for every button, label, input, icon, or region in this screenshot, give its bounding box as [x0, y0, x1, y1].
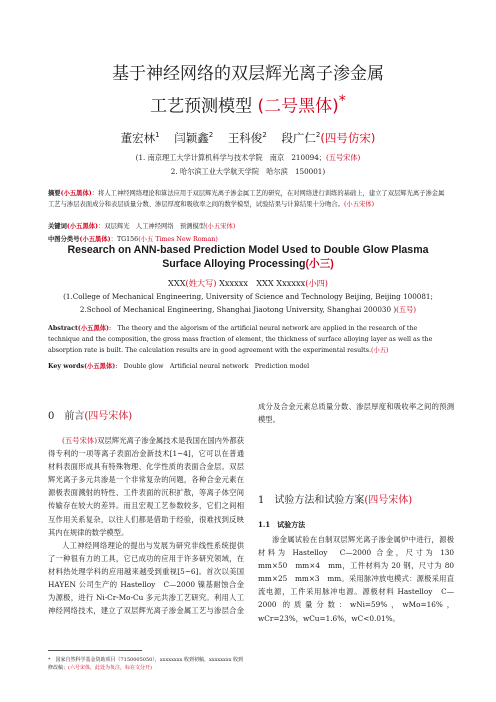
footnote-text: 国家自然科学基金资助项目（7150005050），xxxxxxxx 收到初稿，xxxxxxxx 收到修改稿； [48, 657, 244, 671]
author-list [0, 130, 496, 146]
footnote-format-note: (六号宋体，此处为负注，标在文分开) [68, 665, 152, 671]
affiliation-1: (1. 南京理工大学计算机科学与技术学院 南京 210094；(五号宋体) [135, 153, 361, 162]
en-abstract-text: : The theory and the algorism of the artificial neural network are applied in the research of the technique and the composition, the gross mass fraction of element, the thickness of surface alloying layer as well as the absorption rate is built. The calculation results are in good agreement with the experimental results. [48, 325, 433, 354]
section-0-paragraph-2: 人工神经网络理论的提出与发展为研究非线性系统提供了一种很有力的工具，它已成功的应用于许多研究领域，在材料热处理学科的应用越来越受到重视[5~6]。首次以美国 HAYEN 公司生产的 Hastelloy C—2000 镍基耐蚀合金为源极，进行 Ni-Cr-Mo-Cu 多元共渗工艺研究。利用人工神经网络技术，建立了双层辉光离子渗金属工艺与渗层合金 [48, 540, 244, 616]
paragraph-format-note: (五号宋体) [62, 436, 98, 445]
cn-class-text: ：TG156 [110, 236, 139, 243]
section-0-paragraph-2-continued: 成分及合金元素总质量分数、渗层厚度和吸收率之间的预测模型。 [258, 401, 454, 424]
cn-abstract-label: 摘要 [48, 190, 61, 197]
en-keywords-text: : Double glow Artificial neural network Prediction model [115, 363, 310, 370]
english-authors-rest: Xxxxxx XXX Xxxxxx [216, 278, 306, 288]
english-authors-format-note: (小四) [305, 278, 328, 288]
chinese-abstract [48, 188, 448, 210]
english-author-name: XXX [168, 278, 186, 288]
cn-class-label: 中图分类号 [48, 236, 80, 243]
title-footnote-mark: * [338, 93, 346, 109]
paper-title-line2-text: 工艺预测模型 [150, 96, 253, 117]
chinese-keywords [48, 221, 448, 232]
english-affiliation-format-note: (五号) [396, 305, 417, 314]
english-authors [0, 278, 496, 289]
cn-keywords-label: 关键词 [48, 223, 67, 230]
author-3: 王科俊$^2$ [227, 131, 267, 145]
section-1-heading [258, 491, 412, 506]
en-keywords-label-note: (小五黑体) [84, 363, 116, 370]
authors-format-note: (四号仿宋) [320, 131, 376, 145]
section-0-format-note: (四号宋体) [84, 411, 133, 422]
section-0-paragraph-1 [48, 434, 244, 539]
footnote [48, 656, 248, 672]
cn-abstract-format-note: (小五宋体) [343, 201, 375, 208]
english-keywords [48, 361, 448, 372]
english-abstract [48, 323, 448, 356]
english-affiliation-2 [0, 305, 496, 315]
english-affiliation-2-text: 2.School of Mechanical Engineering, Shanghai Jiaotong University, Shanghai 200030 ) [79, 305, 397, 314]
author-2: 闫颖鑫$^2$ [174, 131, 214, 145]
cn-keywords-format-note: (小五宋体) [205, 223, 236, 230]
section-1-format-note: (四号宋体) [364, 495, 413, 506]
english-title-line2-text: Surface Alloying Processing [162, 258, 306, 270]
section-0-paragraph-1-text: 双层辉光离子渗金属技术是我国在国内外都获得专利的一项等离子表面冶金新技术[1~4]，它可以在普通材料表面形成具有特殊物理、化学性质的表面合金层。双层辉光离子多元共渗是一个非常复杂的问题，各种合金元素在源极表面溅射的特性、工件表面的沉积扩散，等离子体空间传输存在较大的差异。而且宏观工艺参数较多，它们之间相互作用关系复杂，以往人们都是借助于经验，很难找到反映其内在规律的数学模型。 [48, 436, 244, 537]
paper-title-line1: 基于神经网络的双层辉光离子渗金属 [112, 64, 384, 84]
english-author-surname-note: (姓大写) [185, 278, 217, 288]
english-title-format-note: (小三) [305, 258, 334, 270]
english-title-line2 [0, 257, 496, 271]
cn-keywords-text: ：双层辉光 人工神经网络 预测模型 [98, 223, 206, 230]
en-abstract-label: Abstract [48, 325, 78, 332]
paper-title-line2 [0, 91, 496, 118]
right-column-continuation [258, 400, 454, 480]
cn-abstract-text: ：将人工神经网络理论和算法应用于双层辉光离子渗金属工艺的研究，在对网络进行训练的基础上，建立了双层辉光离子渗金属工艺与渗层表面成分和表层质量分数、渗层厚度和吸收率之间的数学模型，试验结果与计算结果十分吻合。 [48, 190, 445, 208]
title-format-note: (二号黑体) [257, 96, 339, 117]
cn-class-label-note: (小五黑体) [79, 236, 111, 243]
cn-class-format-note: (小五 Times New Roman) [138, 236, 218, 243]
section-0-title: 0 前言 [48, 411, 85, 422]
affiliation-2: 2. 哈尔滨工业大学航天学院 哈尔滨 150001) [170, 167, 326, 176]
section-1-title: 1 试验方法和试验方案 [258, 495, 365, 506]
en-abstract-format-note: (小五) [370, 347, 389, 354]
en-abstract-label-note: (小五黑体) [77, 325, 110, 332]
english-affiliation-1: (1.College of Mechanical Engineering, University of Science and Technology Beijing, Beijing 100081; [63, 292, 433, 301]
section-1-1-paragraph: 渗金属试验在自制双层辉光离子渗金属炉中进行，源极材料为 Hastelloy C—2000 合金，尺寸为 130 mm×50 mm×4 mm，工件材料为 20 钢，尺寸为 80 mm×25 mm×3 mm。采用脉冲放电模式：源极采用直流电源，工件采用脉冲电源。源极材料 Hastelloy C—2000 的质量分数：wNi=59%，wMo=16%，wCr=23%，wCu=1.6%，wC<0.01%。 [258, 535, 462, 623]
cn-abstract-label-note: (小五黑体) [60, 190, 92, 197]
footnote-rule [48, 650, 142, 651]
author-4: 段广仁$^2$ [281, 131, 321, 145]
section-0-heading [48, 407, 132, 422]
english-title-line1: Research on ANN-based Prediction Model Used to Double Glow Plasma [67, 244, 429, 256]
section-1-1-heading: 1.1 试验方法 [258, 520, 306, 529]
author-1: 董宏林$^1$ [120, 131, 160, 145]
affiliation-format-note: (五号宋体) [325, 153, 361, 162]
footnote-mark: * [48, 657, 51, 663]
left-column-body [48, 434, 244, 618]
en-keywords-label: Key words [48, 363, 85, 370]
cn-keywords-label-note: (小五黑体) [66, 223, 99, 230]
